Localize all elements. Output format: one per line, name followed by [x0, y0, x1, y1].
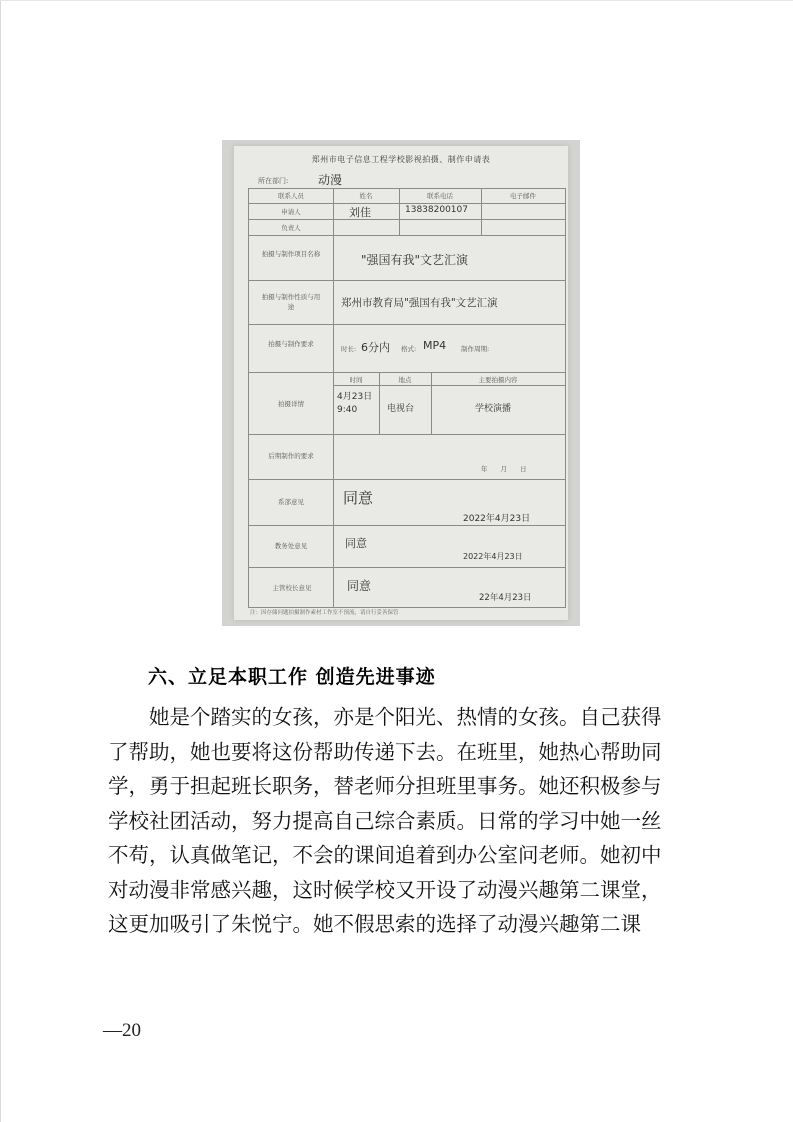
grid-line: [249, 525, 565, 526]
paragraph-line: 这更加吸引了朱悦宁。她不假思索的选择了动漫兴趣第二课: [108, 912, 641, 936]
dept-handwriting: 动漫: [318, 173, 343, 187]
header-contact: 联系人员: [278, 192, 304, 200]
detail-time-handwriting: 4月23日 9:40: [337, 392, 373, 415]
detail-place-header: 地点: [398, 376, 412, 384]
grid-line: [249, 434, 565, 435]
form-grid: [248, 188, 566, 608]
grid-line: [249, 479, 565, 480]
grid-line: [249, 324, 565, 325]
principal-label: 主管校长意见: [272, 584, 312, 592]
grid-line: [249, 235, 565, 236]
grid-line: [249, 567, 565, 568]
detail-time-header: 时间: [349, 376, 363, 384]
header-name: 姓名: [359, 192, 373, 200]
format-handwriting: MP4: [423, 339, 447, 352]
dept-opinion-signature: 同意: [343, 489, 374, 507]
body-paragraph: [108, 700, 708, 942]
duration-label: 时长:: [341, 345, 357, 353]
applicant-label: 申请人: [281, 208, 301, 216]
detail-label: 拍摄详情: [278, 400, 304, 408]
applicant-phone: 13838200107: [405, 205, 468, 215]
application-form: [234, 146, 568, 620]
detail-content-header: 主要拍摄内容: [478, 376, 518, 384]
nature-label: 拍摄与制作性质与用途: [261, 293, 321, 311]
post-date: 年 月 日: [481, 465, 527, 473]
paragraph-line: 学校社团活动，努力提高自己综合素质。日常的学习中她一丝: [108, 808, 662, 833]
paragraph-line: 学，勇于担起班长职务，替老师分担班里事务。她还积极参与: [108, 774, 662, 798]
principal-date: 22年4月23日: [479, 593, 532, 603]
form-photo: [222, 140, 580, 626]
nature-handwriting: 郑州市教育局"强国有我"文艺汇演: [341, 297, 498, 309]
detail-content-handwriting: 学校演播: [475, 404, 512, 414]
dept-label: 所在部门:: [258, 177, 289, 185]
grid-line: [249, 219, 565, 220]
dept-opinion-date: 2022年4月23日: [463, 514, 531, 524]
page-number: —20: [103, 1020, 141, 1041]
duration-handwriting: 6分内: [361, 341, 390, 354]
page-edge-top: [0, 0, 793, 1]
project-handwriting: "强国有我"文艺汇演: [361, 253, 469, 267]
dept-opinion-label: 系部意见: [278, 498, 304, 506]
applicant-name: 刘佳: [349, 206, 371, 219]
project-label: 拍摄与制作项目名称: [261, 250, 321, 258]
post-label: 后期制作的要求: [268, 452, 314, 460]
academic-signature: 同意: [345, 537, 367, 550]
form-footnote: 注：因存储问题拍摄制作素材工作室不预流，请自行妥善保管: [250, 610, 399, 616]
manager-label: 负责人: [281, 224, 301, 232]
period-label: 制作周期:: [461, 345, 490, 353]
grid-line: [249, 203, 565, 204]
grid-line: [333, 385, 565, 386]
header-phone: 联系电话: [427, 192, 453, 200]
header-email: 电子邮件: [510, 192, 536, 200]
academic-label: 教务处意见: [274, 542, 308, 550]
detail-place-handwriting: 电视台: [387, 404, 415, 414]
academic-date: 2022年4月23日: [463, 552, 523, 561]
principal-signature: 同意: [347, 579, 372, 593]
paragraph-line: 对动漫非常感兴趣，这时候学校又开设了动漫兴趣第二课堂，: [108, 877, 662, 902]
format-label: 格式:: [401, 345, 417, 353]
grid-line: [249, 372, 565, 373]
paragraph-line: 她是个踏实的女孩，亦是个阳光、热情的女孩。自己获得: [108, 705, 662, 729]
paragraph-line: 不苟，认真做笔记，不会的课间追着到办公室问老师。她初中: [108, 843, 662, 867]
grid-line: [249, 280, 565, 281]
section-heading: 六、立足本职工作 创造先进事迹: [148, 666, 436, 688]
requirement-label: 拍摄与制作要求: [268, 340, 314, 348]
grid-line: [333, 189, 334, 607]
form-title: 郑州市电子信息工程学校影视拍摄、制作申请表: [311, 155, 491, 164]
page-edge: [0, 0, 1, 1122]
paragraph-line: 了帮助，她也要将这份帮助传递下去。在班里，她热心帮助同: [108, 739, 662, 764]
